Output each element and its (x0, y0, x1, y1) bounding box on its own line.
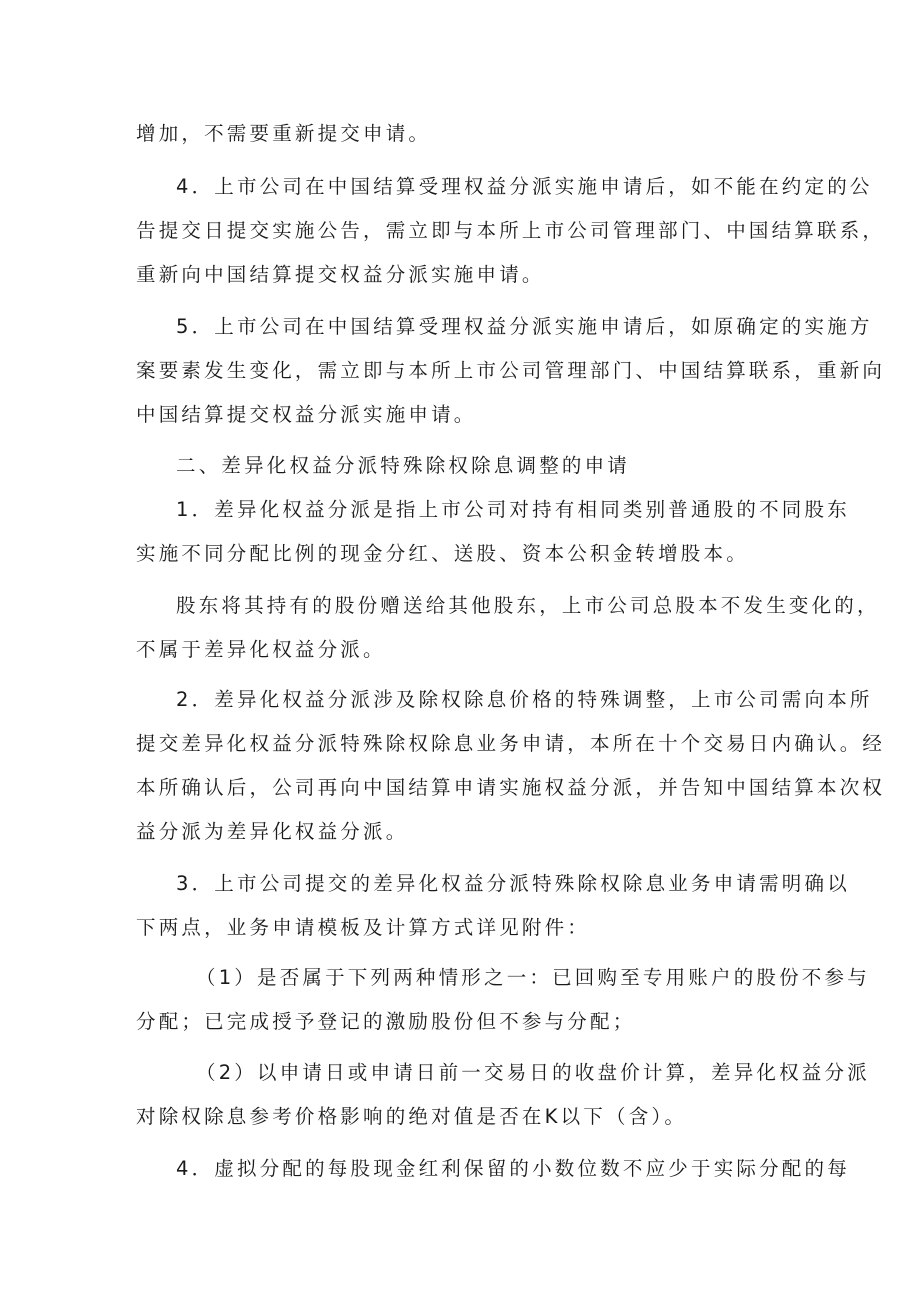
paragraph-line: 4．上市公司在中国结算受理权益分派实施申请后，如不能在约定的公 (176, 175, 873, 198)
paragraph-line: 提交差异化权益分派特殊除权除息业务申请，本所在十个交易日内确认。经 (136, 732, 886, 755)
paragraph-line: 分配；已完成授予登记的激励股份但不参与分配； (136, 1010, 636, 1033)
paragraph-line: 本所确认后，公司再向中国结算申请实施权益分派，并告知中国结算本次权 (136, 776, 886, 799)
paragraph-line: 股东将其持有的股份赠送给其他股东，上市公司总股本不发生变化的， (176, 594, 880, 617)
section-heading: 二、差异化权益分派特殊除权除息调整的申请 (176, 454, 631, 477)
paragraph-line: 3．上市公司提交的差异化权益分派特殊除权除息业务申请需明确以 (176, 872, 850, 895)
paragraph-line: 益分派为差异化权益分派。 (136, 820, 409, 843)
paragraph-line: 对除权除息参考价格影响的绝对值是否在K以下（含）。 (136, 1105, 688, 1128)
paragraph-line: （1）是否属于下列两种情形之一：已回购至专用账户的股份不参与 (196, 966, 870, 989)
paragraph-line: 实施不同分配比例的现金分红、送股、资本公积金转增股本。 (136, 542, 749, 565)
paragraph-line: 不属于差异化权益分派。 (136, 638, 386, 661)
paragraph-line: （2）以申请日或申请日前一交易日的收盘价计算，差异化权益分派 (196, 1061, 870, 1084)
paragraph-line: 4．虚拟分配的每股现金红利保留的小数位数不应少于实际分配的每 (176, 1157, 850, 1180)
paragraph-line: 1．差异化权益分派是指上市公司对持有相同类别普通股的不同股东 (176, 498, 850, 521)
paragraph-line: 下两点，业务申请模板及计算方式详见附件： (136, 916, 591, 939)
paragraph-line: 中国结算提交权益分派实施申请。 (136, 403, 477, 426)
paragraph-line: 案要素发生变化，需立即与本所上市公司管理部门、中国结算联系，重新向 (136, 359, 886, 382)
paragraph-line: 增加，不需要重新提交申请。 (136, 122, 432, 145)
paragraph-line: 5．上市公司在中国结算受理权益分派实施申请后，如原确定的实施方 (176, 315, 873, 338)
paragraph-line: 2．差异化权益分派涉及除权除息价格的特殊调整，上市公司需向本所 (176, 688, 873, 711)
paragraph-line: 告提交日提交实施公告，需立即与本所上市公司管理部门、中国结算联系， (136, 219, 886, 242)
paragraph-line: 重新向中国结算提交权益分派实施申请。 (136, 263, 545, 286)
